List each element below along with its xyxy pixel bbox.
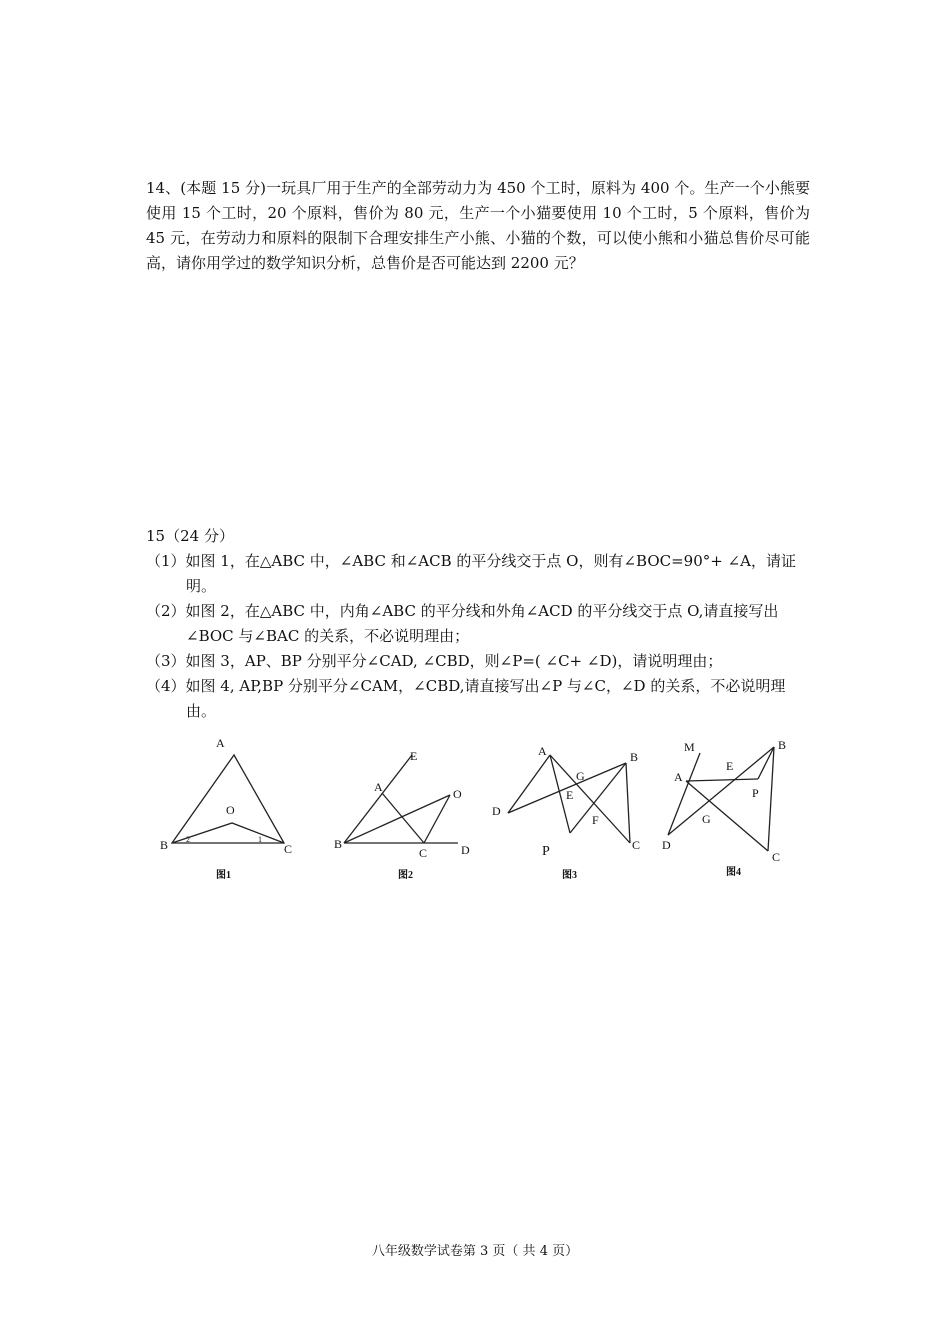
problem-15-part-4 [146, 674, 810, 724]
line-bo [344, 795, 450, 843]
figure-1-diagram [158, 735, 298, 885]
problem-15-part-3 [146, 649, 810, 674]
label-C: C [419, 846, 428, 860]
figure-4 [656, 735, 806, 885]
page-footer: 八年级数学试卷第 3 页（ 共 4 页） [371, 1244, 579, 1259]
label-A: A [216, 736, 225, 750]
figure-4-caption: 图4 [726, 867, 741, 878]
label-D: D [662, 838, 671, 852]
label-angle-2: 2 [186, 835, 190, 844]
figure-3 [490, 735, 650, 885]
line-a-to-p [686, 779, 758, 781]
label-B: B [630, 750, 639, 764]
figure-3-diagram [490, 735, 650, 885]
label-A: A [538, 744, 547, 758]
problem-14: 14、(本题 15 分)一玩具厂用于生产的全部劳动力为 450 个工时，原料为 400 个。生产一个小熊要使用 15 个工时，20 个原料，售价为 80 元，生产一个小猫要使用 10 个工时，5 个原料，售价为 45 元，在劳动力和原料的限制下合理安排生产小熊、小猫的个数，可以使小熊和小猫总售价尽可能高，请你用学过的数学知识分析，总售价是否可能达到 2200 元？ [146, 179, 810, 272]
figure-2-diagram [332, 735, 482, 885]
label-E: E [726, 759, 734, 773]
line-co [424, 795, 450, 843]
label-A: A [374, 780, 383, 794]
figure-4-diagram [656, 735, 806, 885]
part-2-line-1: （2）如图 2，在△ABC 中，内角∠ABC 的平分线和外角∠ACD 的平分线交于点 O,请直接写出 [146, 602, 779, 620]
ray-be [344, 755, 412, 843]
part-1-line-1: （1）如图 1，在△ABC 中，∠ABC 和∠ACB 的平分线交于点 O，则有∠BOC=90°+ ∠A，请证 [146, 552, 796, 570]
label-P: P [752, 786, 759, 800]
line-bc [626, 763, 630, 843]
part-4-line-2: 由。 [186, 702, 217, 720]
part-1-line-2: 明。 [186, 577, 217, 595]
part-4-line-1: （4）如图 4, AP,BP 分别平分∠CAM，∠CBD,请直接写出∠P 与∠C，∠D 的关系，不必说明理 [146, 677, 786, 695]
label-F: F [592, 813, 599, 827]
part-3-line-1: （3）如图 3，AP、BP 分别平分∠CAD, ∠CBD，则∠P=( ∠C+ ∠D)，请说明理由； [146, 652, 723, 670]
label-G: G [702, 812, 711, 826]
part-2-line-2: ∠BOC 与∠BAC 的关系，不必说明理由； [186, 627, 470, 645]
label-E: E [566, 788, 574, 802]
figure-3-caption: 图3 [562, 870, 577, 881]
label-D: D [461, 843, 470, 857]
line-md [668, 753, 700, 835]
figure-1 [158, 735, 298, 885]
label-B: B [334, 837, 343, 851]
label-P: P [542, 844, 550, 859]
figure-1-caption: 图1 [216, 870, 231, 881]
line-bc [768, 747, 774, 851]
label-E: E [410, 749, 418, 763]
label-O: O [453, 787, 462, 801]
problem-15-header: 15（24 分） [146, 527, 234, 545]
label-B: B [160, 838, 169, 852]
label-M: M [684, 740, 695, 754]
label-C: C [772, 850, 781, 864]
problem-15-part-2 [146, 599, 810, 649]
label-D: D [492, 804, 501, 818]
figure-2-caption: 图2 [398, 870, 413, 881]
label-G: G [576, 769, 585, 783]
label-A: A [674, 770, 683, 784]
line-ac [382, 793, 424, 843]
figure-2 [332, 735, 482, 885]
triangle-abc [172, 755, 284, 843]
label-O: O [226, 803, 235, 817]
label-angle-1: 1 [258, 835, 262, 844]
line-ac [550, 755, 630, 843]
problem-15-part-1 [146, 549, 810, 599]
label-C: C [284, 842, 293, 856]
label-C: C [632, 838, 641, 852]
label-B: B [778, 738, 787, 752]
line-bp [758, 747, 774, 779]
